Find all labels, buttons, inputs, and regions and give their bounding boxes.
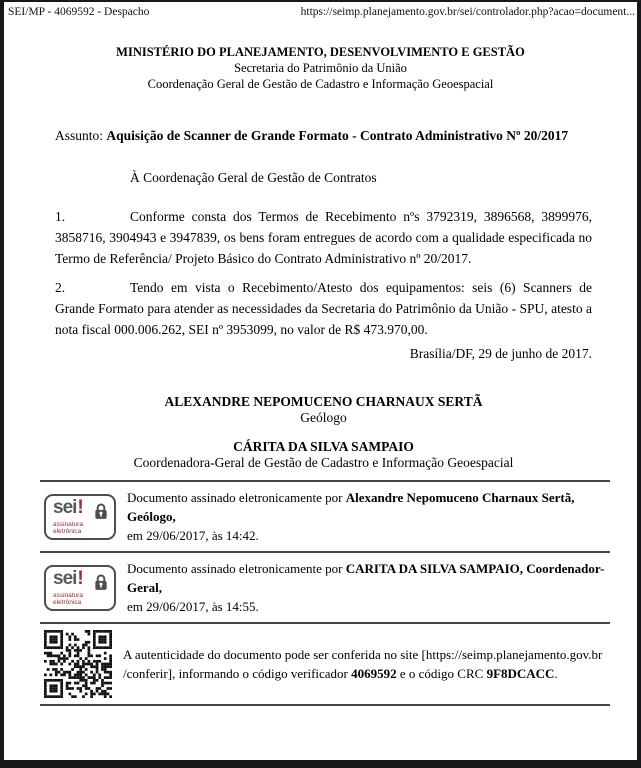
letterhead-coordination: Coordenação Geral de Gestão de Cadastro e Informação Geoespacial xyxy=(147,77,494,91)
paragraph-2-text: Tendo em vista o Recebimento/Atesto dos equipamentos: seis (6) Scanners de Grande Formato para atender as necessidades da Secretaria do Patrimônio da União - SPU, atesto a nota fiscal 000.006.262, SEI nº 3953099, no valor de R$ 473.970,00. xyxy=(55,280,592,337)
stamp-1-text xyxy=(127,488,606,545)
verification-line2-suffix: . xyxy=(554,666,558,681)
subject-value: Aquisição de Scanner de Grande Formato - Contrato Administrativo Nº 20/2017 xyxy=(106,128,569,143)
signatory-2-role: Coordenadora-Geral de Gestão de Cadastro e Informação Geoespacial xyxy=(133,455,514,470)
sei-tagline-line2: eletrônica xyxy=(53,527,82,535)
sei-electronic-signature-badge xyxy=(44,494,116,540)
verification-line2-prefix: /conferir], informando o código verificador xyxy=(123,666,352,681)
verification-text xyxy=(123,645,606,683)
paragraph-1 xyxy=(55,206,592,269)
signatory-1-name: ALEXANDRE NEPOMUCENO CHARNAUX SERTÃ xyxy=(164,394,483,409)
stamp-1-datetime: em 29/06/2017, às 14:42. xyxy=(127,528,259,543)
subject-line xyxy=(55,128,592,144)
dateline: Brasília/DF, 29 de junho de 2017. xyxy=(409,346,592,361)
letterhead-secretariat: Secretaria do Patrimônio da União xyxy=(234,61,407,75)
document-sheet xyxy=(4,2,637,760)
stamp-1-prefix: Documento assinado eletronicamente por xyxy=(127,490,346,505)
sei-tagline xyxy=(53,592,83,606)
browser-url: https://seimp.planejamento.gov.br/sei/controlador.php?acao=document... xyxy=(300,6,635,18)
sei-tagline-line2: eletrônica xyxy=(53,598,82,606)
stamp-2-datetime: em 29/06/2017, às 14:55. xyxy=(127,599,259,614)
letterhead xyxy=(4,44,637,92)
signature-stamp-table xyxy=(40,480,610,706)
browser-print-header xyxy=(4,2,637,18)
sei-tagline-line1: assinatura xyxy=(53,520,83,528)
sei-wordmark xyxy=(53,498,83,517)
signatory-2 xyxy=(55,439,592,471)
signatory-1-role: Geólogo xyxy=(300,410,347,425)
qr-code xyxy=(44,630,112,698)
padlock-icon xyxy=(93,502,109,521)
paragraph-1-number: 1. xyxy=(55,209,66,224)
verification-line2-mid: e o código CRC xyxy=(396,666,487,681)
signature-stamp-row-2 xyxy=(40,553,610,624)
sei-wordmark-text: sei xyxy=(53,496,77,518)
signatory-1 xyxy=(55,394,592,426)
verifier-code: 4069592 xyxy=(351,666,397,681)
subject-label: Assunto: xyxy=(55,128,107,143)
sei-tagline xyxy=(53,521,83,535)
verification-line1: A autenticidade do documento pode ser conferida no site [https://seimp.planejamento.gov.br xyxy=(123,647,603,662)
document-body xyxy=(4,128,637,471)
verification-row xyxy=(40,624,610,706)
paragraph-2-number: 2. xyxy=(55,280,66,295)
stamp-2-prefix: Documento assinado eletronicamente por xyxy=(127,561,346,576)
stamp-2-signer: CARITA DA SILVA SAMPAIO, Coordenador-Geral, xyxy=(127,561,605,595)
sei-wordmark-bang: ! xyxy=(77,567,83,589)
padlock-icon xyxy=(93,573,109,592)
signature-stamp-row-1 xyxy=(40,482,610,553)
signatory-2-name: CÁRITA DA SILVA SAMPAIO xyxy=(233,439,414,454)
sei-wordmark-bang: ! xyxy=(77,496,83,518)
sei-tagline-line1: assinatura xyxy=(53,591,83,599)
paragraph-1-text: Conforme consta dos Termos de Recebimento nºs 3792319, 3896568, 3899976, 3858716, 3904943 e 3947839, os bens foram entregues de acordo com a qualidade especificada no Termo de Referência/ Projeto Básico do Contrato Administrativo nº 20/2017. xyxy=(55,209,592,266)
sei-electronic-signature-badge xyxy=(44,565,116,611)
recipient-line: À Coordenação Geral de Gestão de Contratos xyxy=(130,170,377,185)
sei-wordmark-text: sei xyxy=(53,567,77,589)
document-title: SEI/MP - 4069592 - Despacho xyxy=(8,6,150,18)
crc-code: 9F8DCACC xyxy=(486,666,555,681)
sei-wordmark xyxy=(53,569,83,588)
stamp-1-signer: Alexandre Nepomuceno Charnaux Sertã, Geólogo, xyxy=(127,490,575,524)
paragraph-2 xyxy=(55,277,592,340)
letterhead-ministry: MINISTÉRIO DO PLANEJAMENTO, DESENVOLVIMENTO E GESTÃO xyxy=(116,45,525,59)
stamp-2-text xyxy=(127,559,606,616)
